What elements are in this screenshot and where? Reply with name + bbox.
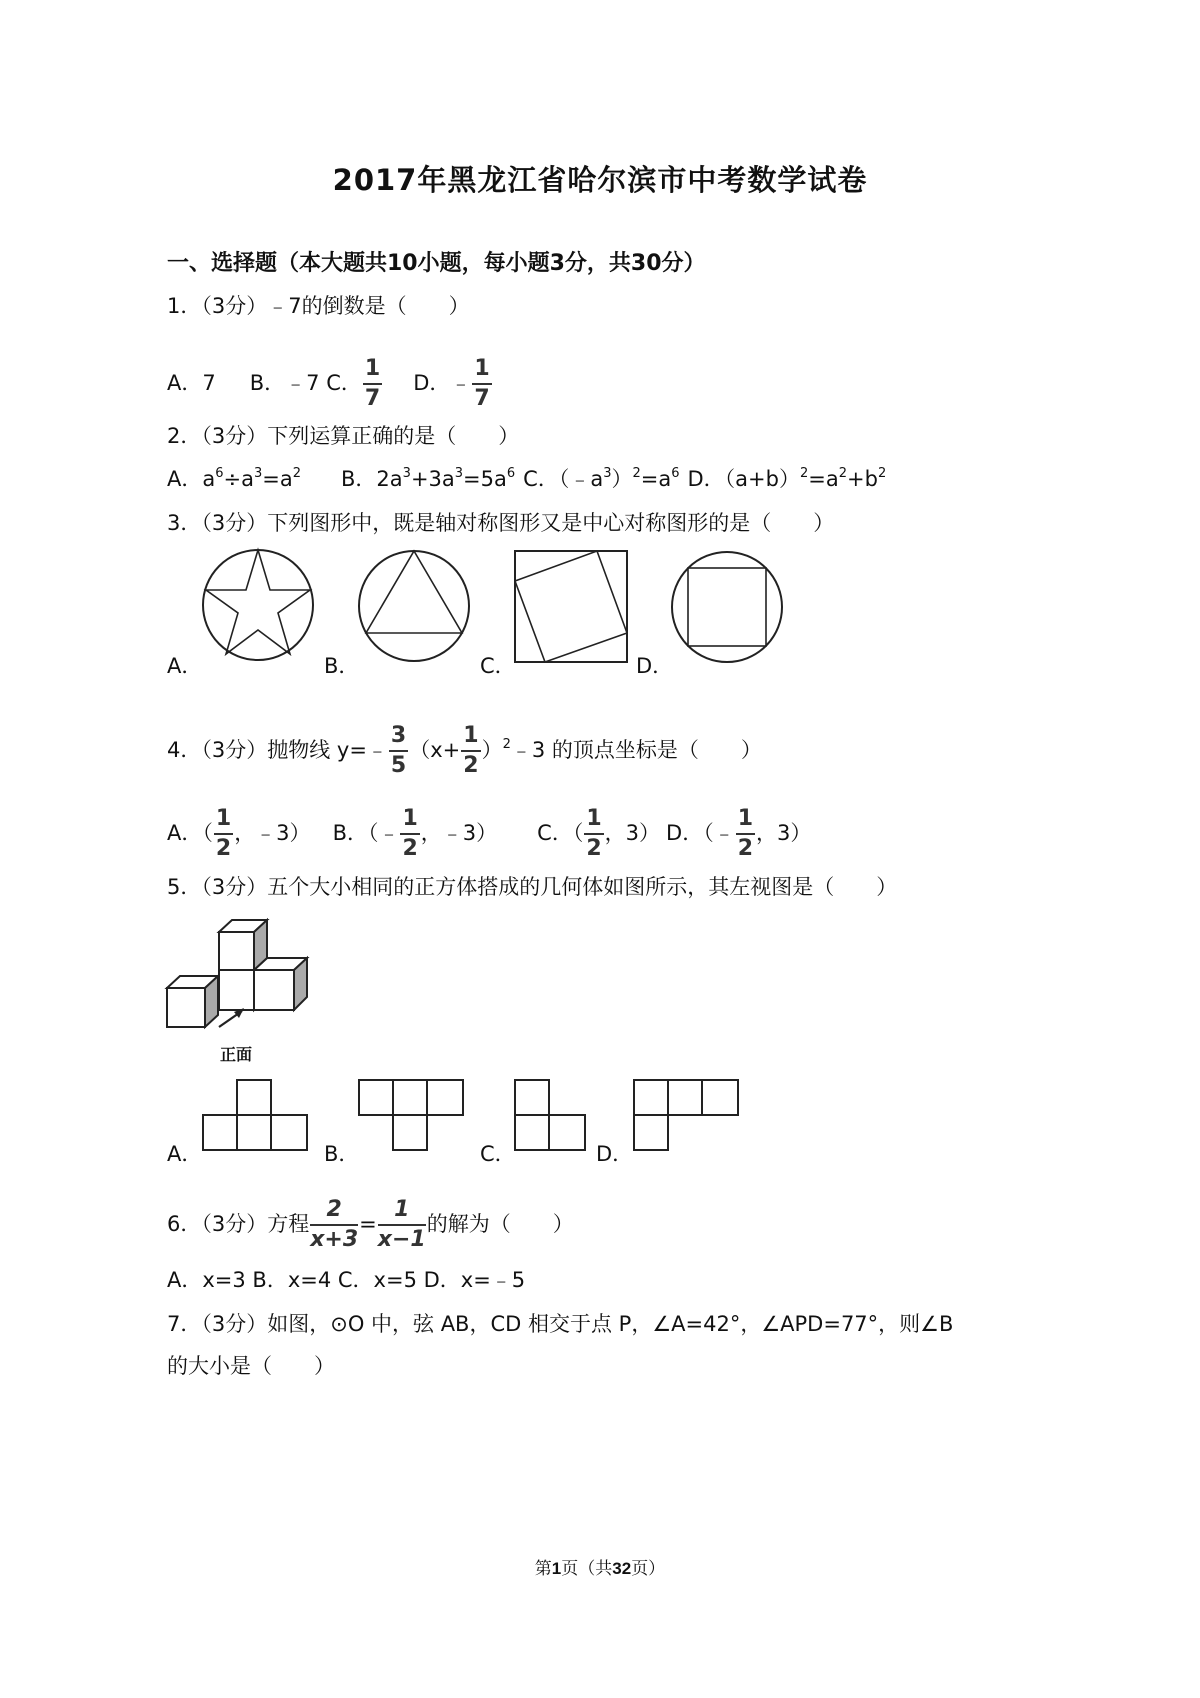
q2-option-b: B．$2a^3+3a^3=5a^6$ [341,466,516,491]
fraction: $\frac{1}{2}$ [402,806,418,861]
question-6-options: A．x=3 B．x=4 C．x=5 D．x=﹣5 [167,1268,526,1292]
view-option-b-figure [357,1078,467,1152]
q4-option-c: C．（ $\frac{1}{2}$ ，3） [537,806,661,861]
page-footer: 第1页（共32页） [534,1559,666,1579]
front-view-label: 正面 [220,1045,253,1064]
circle-triangle-figure [356,548,472,664]
q1-option-c: C． [326,371,362,395]
view-option-d-figure [632,1078,742,1152]
q1-option-b: B．﹣7 [249,371,320,395]
view-option-a-figure [201,1078,311,1152]
fraction: $\frac{2}{x+3}$ [310,1197,359,1252]
q5-label-a: A． [167,1142,203,1166]
view-option-c-figure [513,1078,589,1152]
question-3-stem: 3．（3分）下列图形中，既是轴对称图形又是中心对称图形的是（ ） [167,511,835,535]
question-2-stem: 2．（3分）下列运算正确的是（ ） [167,424,520,448]
q3-label-a: A． [167,654,203,678]
q1-option-d: D．﹣ [413,371,472,395]
question-4-stem: 4．（3分）抛物线 y=﹣ $\frac{3}{5}$ （x+ $\frac{1}{2}$ ）$^2$﹣3 的顶点坐标是（ ） [167,723,762,778]
question-2-options [167,463,886,493]
q2-option-a: A．$a^6\div a^3=a^2$ [167,466,302,491]
section-heading: 一、选择题（本大题共10小题，每小题3分，共30分） [167,251,706,276]
q2-option-c: C．$(﹣a^3)^2=a^6$ [523,466,680,491]
fraction: $\frac{1}{x-1}$ [377,1197,426,1252]
q2-option-d: D．$(a+b)^2=a^2+b^2$ [687,466,887,491]
q4-option-d: D．（﹣ $\frac{1}{2}$ ，3） [666,806,812,861]
q3-label-d: D． [636,654,674,678]
q4-option-a: A．（ $\frac{1}{2}$ ，﹣3） [167,806,311,861]
q5-label-c: C． [480,1142,516,1166]
exam-title: 2017年黑龙江省哈尔滨市中考数学试卷 [332,163,868,197]
fraction: $\frac{1}{2}$ [737,806,754,861]
question-6-stem: 6．（3分）方程 $\frac{2}{x+3}$ = $\frac{1}{x-1}$ 的解为（ ） [167,1197,574,1252]
fraction: $\frac{3}{5}$ [390,723,407,778]
fraction: $\frac{1}{7}$ [474,356,490,411]
pinwheel-square-figure [513,549,631,665]
cube-stack-figure [164,915,310,1061]
fraction: $\frac{1}{2}$ [463,723,479,778]
question-7-stem-line1: 7．（3分）如图，⊙O 中，弦 AB，CD 相交于点 P，∠A=42°，∠APD=77°，则∠B [167,1312,954,1336]
q5-label-d: D． [596,1142,634,1166]
question-1-options [167,340,493,426]
question-5-stem: 5．（3分）五个大小相同的正方体搭成的几何体如图所示，其左视图是（ ） [167,875,898,899]
question-4-options [167,792,811,874]
circle-square-figure [669,549,785,665]
q4-option-b: B．（﹣ $\frac{1}{2}$ ，﹣3） [332,806,498,861]
question-1-stem: 1．（3分）﹣7的倒数是（ ） [167,294,470,318]
q3-label-b: B． [324,654,360,678]
fraction: $\frac{1}{7}$ [364,356,381,411]
question-7-stem-line2: 的大小是（ ） [167,1354,335,1378]
q3-label-c: C． [480,654,516,678]
circle-star-figure [200,547,316,663]
q5-label-b: B． [324,1142,360,1166]
fraction: $\frac{1}{2}$ [215,806,232,861]
fraction: $\frac{1}{2}$ [586,806,602,861]
q1-option-a: A．7 [167,371,216,395]
